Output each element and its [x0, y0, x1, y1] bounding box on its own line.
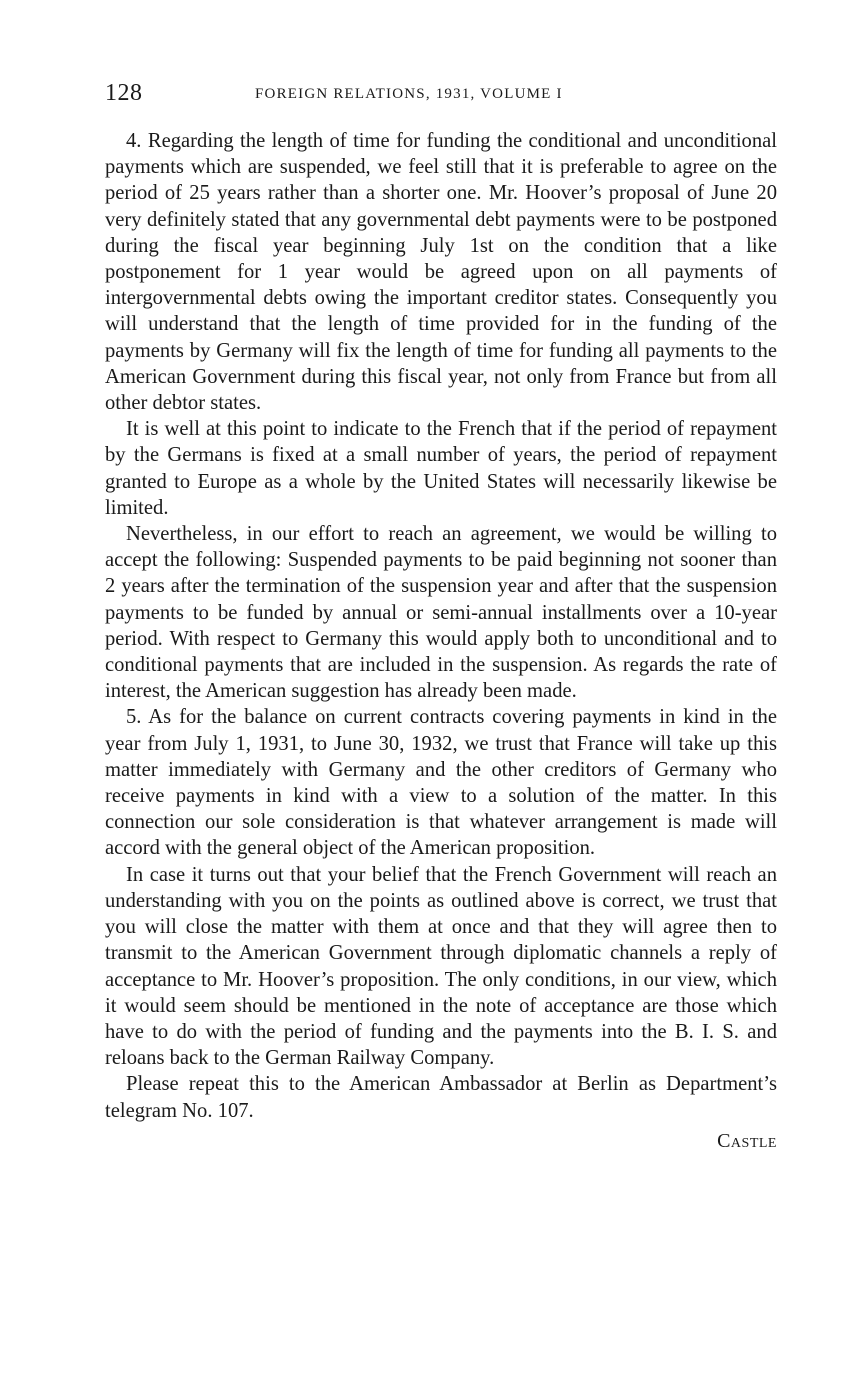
paragraph-proposed-terms: Nevertheless, in our effort to reach an agreement, we would be willing to accept the following: Suspended payments to be paid beginning not sooner than 2 years after the termination of the suspension year and after that the suspension payments to be funded by annual or semi-annual installments over a 10-year period. With respect to Germany this would apply both to unconditional and to conditional payments that are included in the suspension. As regards the rate of interest, the American suggestion has already been made. [105, 523, 777, 703]
page-number: 128 [105, 80, 143, 106]
paragraph-repeat-request: Please repeat this to the American Ambassador at Berlin as Department’s telegram No. 107. [105, 1073, 777, 1122]
paragraph-acceptance: In case it turns out that your belief that the French Government will reach an understanding with you on the points as outlined above is correct, we trust that you will close the matter with them at once and that they will agree then to transmit to the American Government through diplomatic channels a reply of acceptance to Mr. Hoover’s proposition. The only conditions, in our view, which it would seem should be mentioned in the note of acceptance are those which have to do with the period of funding and the payments into the B. I. S. and reloans back to the German Railway Company. [105, 863, 777, 1070]
paragraph-funding-period: 4. Regarding the length of time for funding the conditional and unconditional payments which are suspended, we feel still that it is preferable to agree on the period of 25 years rather than a shorter one. Mr. Hoover’s proposal of June 20 very definitely stated that any governmental debt payments were to be postponed during the fiscal year beginning July 1st on the condition that a like postponement for 1 year would be agreed upon on all payments of intergovernmental debts owing the important creditor states. Consequently you will understand that the length of time provided for in the funding of the payments by Germany will fix the length of time for funding all payments to the American Government during this fiscal year, not only from France but from all other debtor states. [105, 130, 777, 415]
paragraph-repayment-period: It is well at this point to indicate to the French that if the period of repayment by the Germans is fixed at a small number of years, the period of repayment granted to Europe as a whole by the United States will necessarily likewise be limited. [105, 418, 777, 519]
page-header [105, 80, 777, 120]
running-title: FOREIGN RELATIONS, 1931, VOLUME I [255, 86, 563, 102]
signature: Castle [717, 1129, 777, 1152]
document-body [105, 128, 777, 1154]
paragraph-payments-in-kind: 5. As for the balance on current contracts covering payments in kind in the year from July 1, 1931, to June 30, 1932, we trust that France will take up this matter immediately with Germany and the other creditors of Germany who receive payments in kind with a view to a solution of the matter. In this connection our sole consideration is that whatever arrangement is made will accord with the general object of the American proposition. [105, 706, 777, 860]
document-page [105, 80, 777, 1154]
